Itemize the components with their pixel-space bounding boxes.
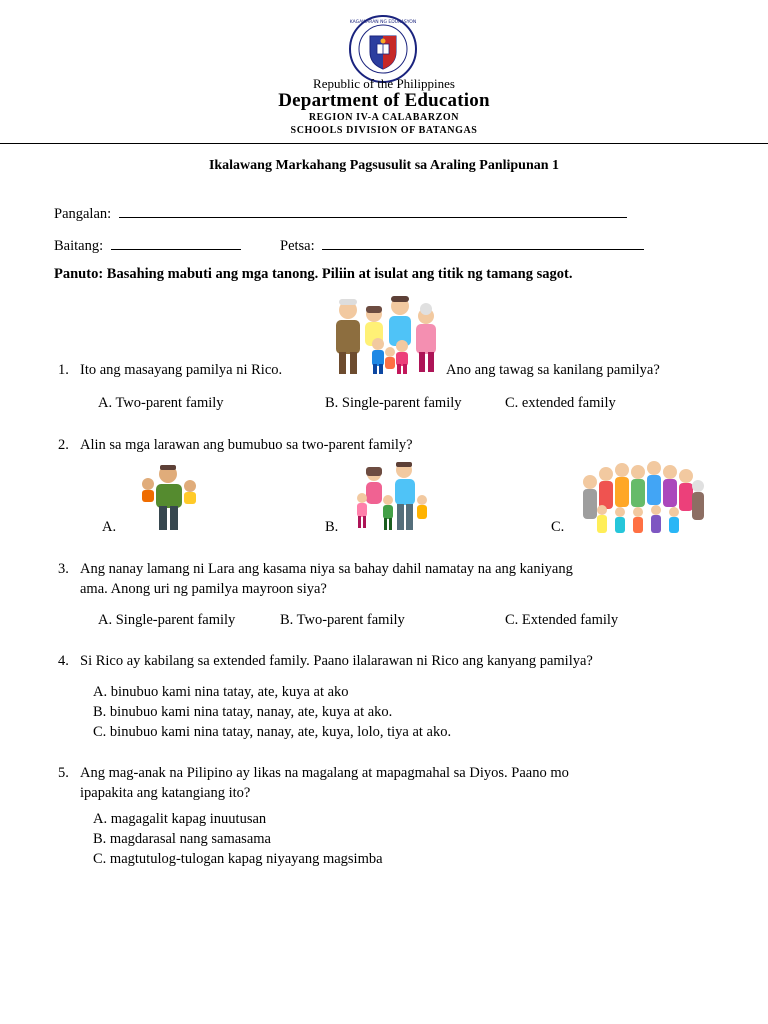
question-2-option-c[interactable]: C. bbox=[551, 519, 565, 535]
question-5-option-b[interactable]: B. magdarasal nang samasama bbox=[93, 831, 271, 847]
grade-blank[interactable] bbox=[111, 235, 241, 250]
name-field-row bbox=[54, 203, 627, 223]
question-4-option-a[interactable]: A. binubuo kami nina tatay, ate, kuya at ako bbox=[93, 684, 349, 700]
question-2-option-b[interactable]: B. bbox=[325, 519, 339, 535]
question-1-option-b[interactable]: B. Single-parent family bbox=[325, 395, 462, 411]
name-label: Pangalan: bbox=[54, 206, 112, 222]
question-4-text: Si Rico ay kabilang sa extended family. Paano ilalarawan ni Rico ang kanyang pamilya? bbox=[80, 653, 593, 669]
question-1-text-b: Ano ang tawag sa kanilang pamilya? bbox=[446, 362, 660, 378]
date-field-row bbox=[280, 235, 644, 255]
question-1-option-c[interactable]: C. extended family bbox=[505, 395, 616, 411]
date-label: Petsa: bbox=[280, 238, 315, 254]
question-2-number: 2. bbox=[58, 437, 69, 453]
question-4-option-c[interactable]: C. binubuo kami nina tatay, nanay, ate, kuya, lolo, tiya at ako. bbox=[93, 724, 452, 740]
question-3-option-a[interactable]: A. Single-parent family bbox=[98, 612, 236, 628]
header-department: Department of Education bbox=[278, 90, 490, 111]
question-5-option-a[interactable]: A. magagalit kapag inuutusan bbox=[93, 811, 267, 827]
question-1-option-a[interactable]: A. Two-parent family bbox=[98, 395, 224, 411]
single-parent-illustration bbox=[130, 462, 208, 532]
question-3-line-1: Ang nanay lamang ni Lara ang kasama niya sa bahay dahil namatay na ang kaniyang bbox=[80, 561, 573, 577]
question-5-option-c[interactable]: C. magtutulog-tulogan kapag niyayang magsimba bbox=[93, 851, 383, 867]
question-3-line-2: ama. Anong uri ng pamilya mayroon siya? bbox=[80, 581, 327, 597]
extended-family-group-illustration bbox=[576, 458, 708, 538]
header-divider bbox=[0, 143, 768, 144]
question-4-option-b[interactable]: B. binubuo kami nina tatay, nanay, ate, kuya at ako. bbox=[93, 704, 393, 720]
header-division: SCHOOLS DIVISION OF BATANGAS bbox=[290, 125, 478, 136]
question-3-number: 3. bbox=[58, 561, 69, 577]
extended-family-illustration bbox=[322, 294, 444, 378]
question-5-number: 5. bbox=[58, 765, 69, 781]
question-5-line-2: ipapakita ang katangiang ito? bbox=[80, 785, 251, 801]
two-parent-illustration bbox=[346, 460, 432, 532]
deped-seal-logo bbox=[348, 14, 418, 84]
question-2-text: Alin sa mga larawan ang bumubuo sa two-parent family? bbox=[80, 437, 413, 453]
grade-field-row bbox=[54, 235, 241, 255]
exam-title: Ikalawang Markahang Pagsusulit sa Araling Panlipunan 1 bbox=[208, 158, 560, 173]
question-3-option-b[interactable]: B. Two-parent family bbox=[280, 612, 405, 628]
question-3-option-c[interactable]: C. Extended family bbox=[505, 612, 619, 628]
name-blank[interactable] bbox=[119, 203, 627, 218]
question-2-option-a[interactable]: A. bbox=[102, 519, 117, 535]
date-blank[interactable] bbox=[322, 235, 644, 250]
grade-label: Baitang: bbox=[54, 238, 104, 254]
question-1-number: 1. bbox=[58, 362, 69, 378]
question-1-text-a: Ito ang masayang pamilya ni Rico. bbox=[80, 362, 283, 378]
header-republic: Republic of the Philippines bbox=[313, 76, 455, 91]
question-5-line-1: Ang mag-anak na Pilipino ay likas na magalang at mapagmahal sa Diyos. Paano mo bbox=[80, 765, 569, 781]
svg-text:KAGAWARAN NG EDUKASYON: KAGAWARAN NG EDUKASYON bbox=[349, 20, 417, 25]
header-region: REGION IV-A CALABARZON bbox=[308, 112, 460, 123]
instructions: Panuto: Basahing mabuti ang mga tanong. Piliin at isulat ang titik ng tamang sagot. bbox=[54, 266, 573, 282]
question-4-number: 4. bbox=[58, 653, 69, 669]
